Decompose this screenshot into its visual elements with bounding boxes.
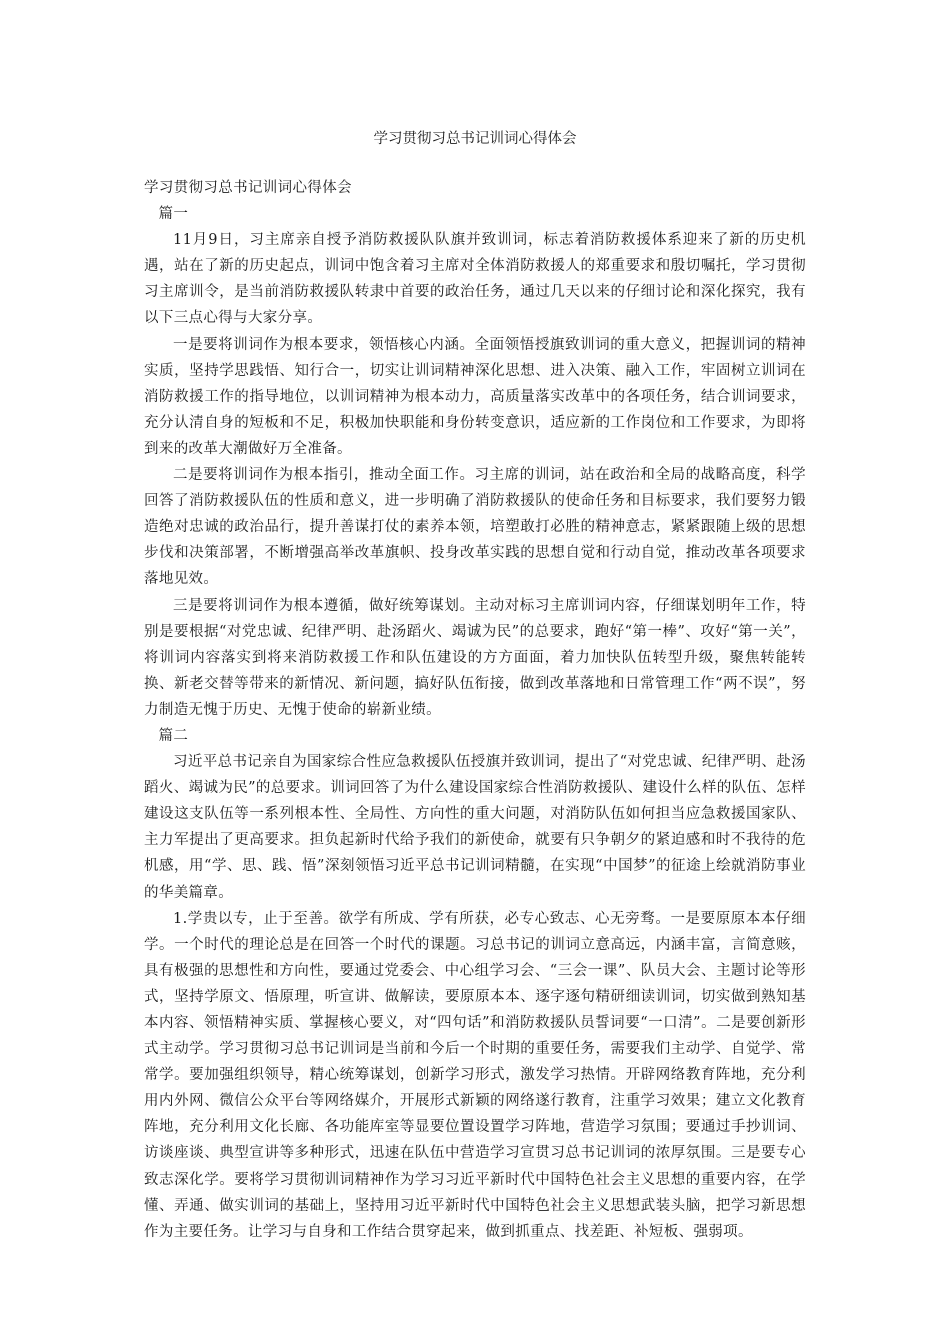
paragraph: 习近平总书记亲自为国家综合性应急救援队伍授旗并致训词，提出了“对党忠诚、纪律严明、赴汤蹈火、竭诚为民”的总要求。训词回答了为什么建设国家综合性消防救援队、建设什么样的队伍、怎样建设这支队伍等一系列根本性、全局性、方向性的重大问题，对消防队伍如何担当应急救援国家队、主力军提出了更高要求。担负起新时代给予我们的新使命，就要有只争朝夕的紧迫感和时不我待的危机感，用“学、思、践、悟”深刻领悟习近平总书记训词精髓，在实现“中国梦”的征途上绘就消防事业的华美篇章。 [144, 754, 806, 901]
section-heading: 篇一 [158, 206, 189, 223]
document-body [144, 175, 806, 1245]
paragraph: 一是要将训词作为根本要求，领悟核心内涵。全面领悟授旗致训词的重大意义，把握训词的精神实质，坚持学思践悟、知行合一，切实让训词精神深化思想、进入决策、融入工作，牢固树立训词在消防救援工作的指导地位，以训词精神为根本动力，高质量落实改革中的各项任务，结合训词要求，充分认清自身的短板和不足，积极加快职能和身份转变意识，适应新的工作岗位和工作要求，为即将到来的改革大潮做好万全准备。 [144, 336, 806, 457]
paragraph: 1.学贵以专，止于至善。欲学有所成、学有所获，必专心致志、心无旁骛。一是要原原本本仔细学。一个时代的理论总是在回答一个时代的课题。习总书记的训词立意高远，内涵丰富，言简意赅，具有极强的思想性和方向性，要通过党委会、中心组学习会、“三会一课”、队员大会、主题讨论等形式，坚持学原文、悟原理，听宣讲、做解读，要原原本本、逐字逐句精研细读训词，切实做到熟知基本内容、领悟精神实质、掌握核心要义，对“四句话”和消防救援队员誓词要“一口清”。二是要创新形式主动学。学习贯彻习总书记训词是当前和今后一个时期的重要任务，需要我们主动学、自觉学、常常学。要加强组织领导，精心统筹谋划，创新学习形式，激发学习热情。开辟网络教育阵地，充分利用内外网、微信公众平台等网络媒介，开展形式新颖的网络遂行教育，注重学习效果；建立文化教育阵地，充分利用文化长廊、各功能库室等显要位置设置学习阵地，营造学习氛围；要通过手抄训词、访谈座谈、典型宣讲等多种形式，迅速在队伍中营造学习宣贯习总书记训词的浓厚氛围。三是要专心致志深化学。要将学习贯彻训词精神作为学习习近平新时代中国特色社会主义思想的重要内容，在学懂、弄通、做实训词的基础上，坚持用习近平新时代中国特色社会主义思想武装头脑，把学习新思想作为主要任务。让学习与自身和工作结合贯穿起来，做到抓重点、找差距、补短板、强弱项。 [144, 910, 806, 1240]
document-title: 学习贯彻习总书记训词心得体会 [373, 131, 577, 147]
paragraph: 三是要将训词作为根本遵循，做好统筹谋划。主动对标习主席训词内容，仔细谋划明年工作，特别是要根据“对党忠诚、纪律严明、赴汤蹈火、竭诚为民”的总要求，跑好“第一棒”、攻好“第一关”，将训词内容落实到将来消防救援工作和队伍建设的方方面面，着力加快队伍转型升级，聚焦转能转换、新老交替等带来的新情况、新问题，搞好队伍衔接，做到改革落地和日常管理工作“两不误”，努力制造无愧于历史、无愧于使命的崭新业绩。 [144, 597, 806, 718]
document-subtitle: 学习贯彻习总书记训词心得体会 [144, 180, 352, 196]
paragraph: 二是要将训词作为根本指引，推动全面工作。习主席的训词，站在政治和全局的战略高度，科学回答了消防救援队伍的性质和意义，进一步明确了消防救援队的使命任务和目标要求，我们要努力锻造绝对忠诚的政治品行，提升善谋打仗的素养本领，培塑敢打必胜的精神意志，紧紧跟随上级的思想步伐和决策部署，不断增强高举改革旗帜、投身改革实践的思想自觉和行动自觉，推动改革各项要求落地见效。 [144, 467, 806, 588]
paragraph: 11月9日，习主席亲自授予消防救援队队旗并致训词，标志着消防救援体系迎来了新的历史机遇，站在了新的历史起点，训词中饱含着习主席对全体消防救援人的郑重要求和殷切嘱托，学习贯彻习主席训令，是当前消防救援队转隶中首要的政治任务，通过几天以来的仔细讨论和深化探究，我有以下三点心得与大家分享。 [144, 232, 806, 327]
section-heading: 篇二 [158, 727, 189, 744]
